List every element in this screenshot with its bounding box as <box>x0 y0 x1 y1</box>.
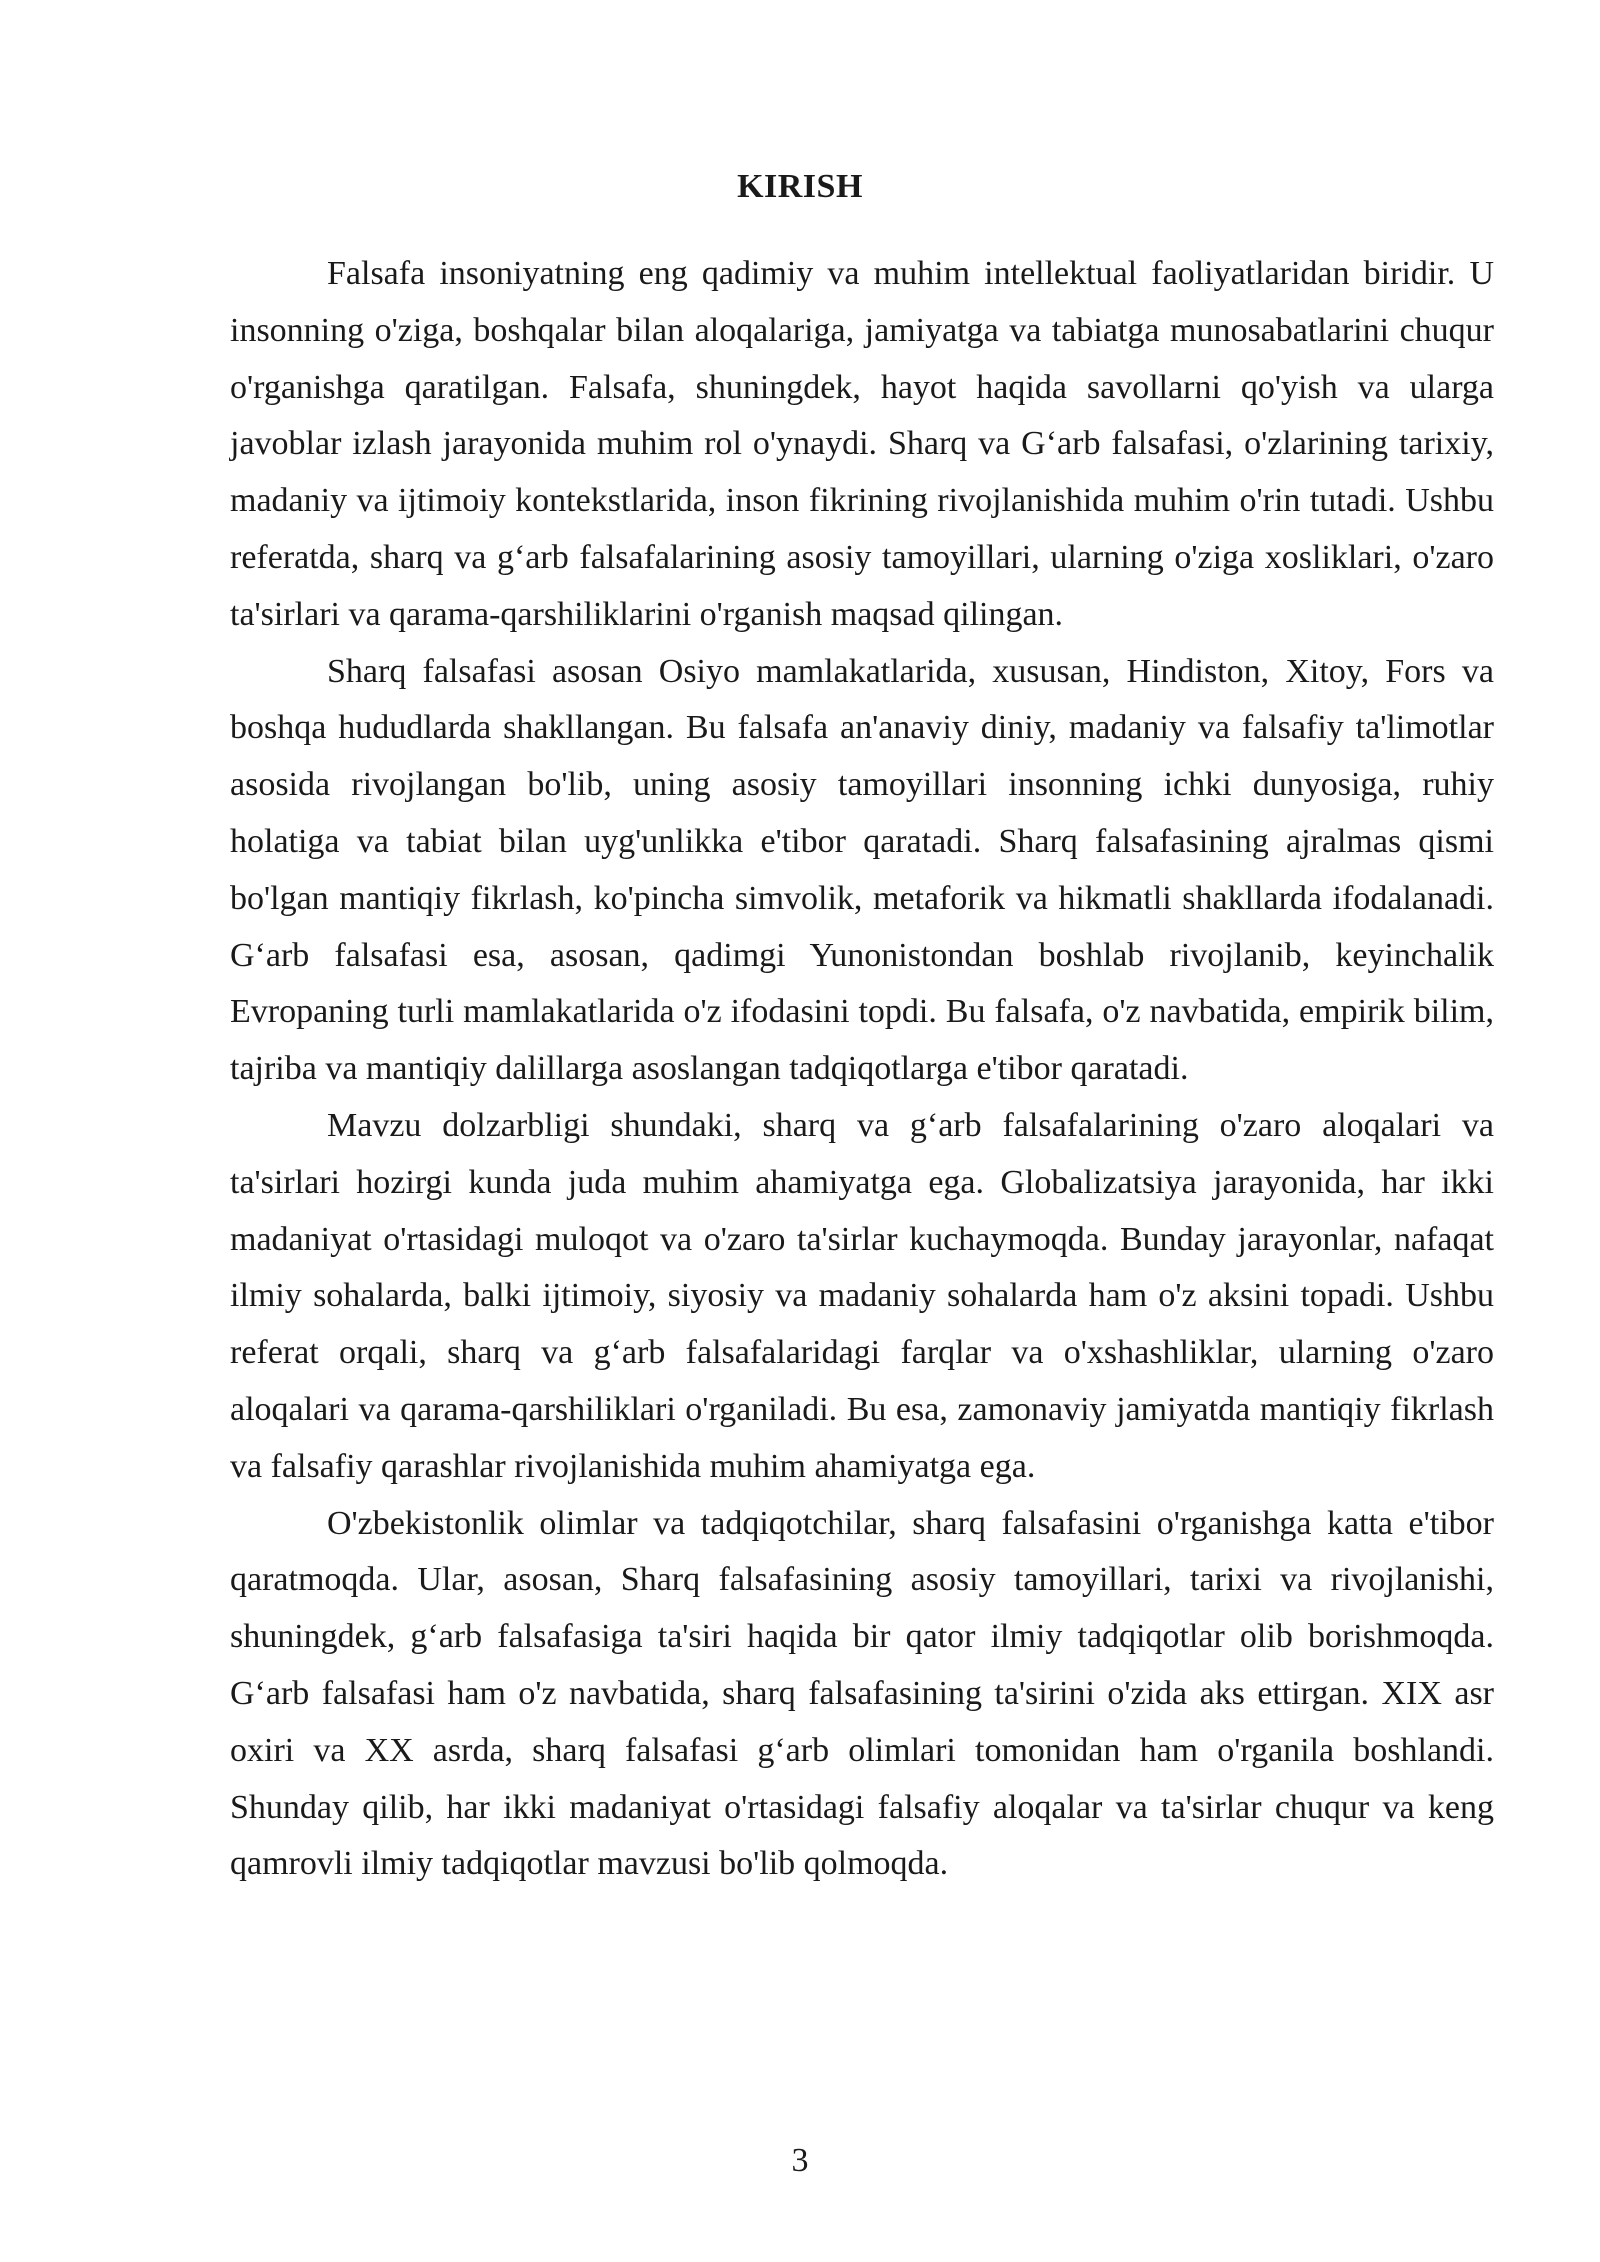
paragraph-uzbek-scholars: O'zbekistonlik olimlar va tadqiqotchilar, sharq falsafasini o'rganishga katta e'tibor qaratmoqda. Ular, asosan, Sharq falsafasining asosiy tamoyillari, tarixi va rivojlanishi, shuningdek, g‘arb falsafasiga ta'siri haqida bir qator ilmiy tadqiqotlar olib borishmoqda. G‘arb falsafasi ham o'z navbatida, sharq falsafasining ta'sirini o'zida aks ettirgan. XIX asr oxiri va XX asrda, sharq falsafasi g‘arb olimlari tomonidan ham o'rganila boshlandi. Shunday qilib, har ikki madaniyat o'rtasidagi falsafiy aloqalar va ta'sirlar chuqur va keng qamrovli ilmiy tadqiqotlar mavzusi bo'lib qolmoqda. <box>230 1504 1494 1883</box>
page-title: KIRISH <box>737 168 863 205</box>
page-number: 3 <box>791 2142 809 2179</box>
paragraph-introduction: Falsafa insoniyatning eng qadimiy va muhim intellektual faoliyatlaridan biridir. U insonning o'ziga, boshqalar bilan aloqalariga, jamiyatga va tabiatga munosabatlarini chuqur o'rganishga qaratilgan. Falsafa, shuningdek, hayot haqida savollarni qo'yish va ularga javoblar izlash jarayonida muhim rol o'ynaydi. Sharq va G‘arb falsafasi, o'zlarining tarixiy, madaniy va ijtimoiy kontekstlarida, inson fikrining rivojlanishida muhim o'rin tutadi. Ushbu referatda, sharq va g‘arb falsafalarining asosiy tamoyillari, ularning o'ziga xosliklari, o'zaro ta'sirlari va qarama-qarshiliklarini o'rganish maqsad qilingan. <box>230 255 1494 633</box>
paragraph-eastern-philosophy: Sharq falsafasi asosan Osiyo mamlakatlarida, xususan, Hindiston, Xitoy, Fors va boshqa hududlarda shakllangan. Bu falsafa an'anaviy diniy, madaniy va falsafiy ta'limotlar asosida rivojlangan bo'lib, uning asosiy tamoyillari insonning ichki dunyosiga, ruhiy holatiga va tabiat bilan uyg'unlikka e'tibor qaratadi. Sharq falsafasining ajralmas qismi bo'lgan mantiqiy fikrlash, ko'pincha simvolik, metaforik va hikmatli shakllarda ifodalanadi. G‘arb falsafasi esa, asosan, qadimgi Yunonistondan boshlab rivojlanib, keyinchalik Evropaning turli mamlakatlarida o'z ifodasini topdi. Bu falsafa, o'z navbatida, empirik bilim, tajriba va mantiqiy dalillarga asoslangan tadqiqotlarga e'tibor qaratadi. <box>230 652 1494 1088</box>
document-body <box>230 246 1494 1893</box>
paragraph-topic-relevance: Mavzu dolzarbligi shundaki, sharq va g‘arb falsafalarining o'zaro aloqalari va ta'sirlari hozirgi kunda juda muhim ahamiyatga ega. Globalizatsiya jarayonida, har ikki madaniyat o'rtasidagi muloqot va o'zaro ta'sirlar kuchaymoqda. Bunday jarayonlar, nafaqat ilmiy sohalarda, balki ijtimoiy, siyosiy va madaniy sohalarda ham o'z aksini topadi. Ushbu referat orqali, sharq va g‘arb falsafalaridagi farqlar va o'xshashliklar, ularning o'zaro aloqalari va qarama-qarshiliklari o'rganiladi. Bu esa, zamonaviy jamiyatda mantiqiy fikrlash va falsafiy qarashlar rivojlanishida muhim ahamiyatga ega. <box>230 1106 1494 1485</box>
